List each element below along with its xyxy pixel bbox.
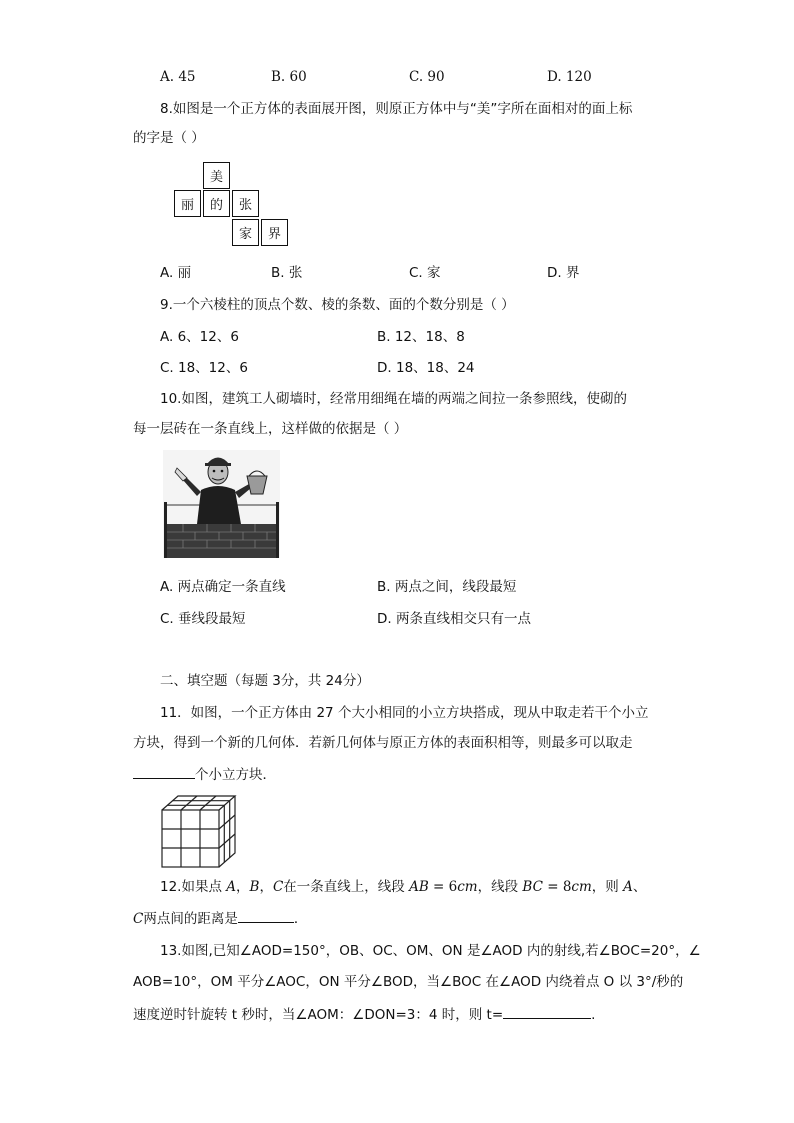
q13-stem-line2: AOB=10°，OM 平分∠AOC，ON 平分∠BOD，当∠BOC 在∠AOD 内绕着点 O 以 3°/秒的 <box>133 974 684 990</box>
q13-line3-text: 速度逆时针旋转 t 秒时，当∠AOM：∠DON=3：4 时，则 t= <box>133 1007 504 1023</box>
q10-option-c: C. 垂线段最短 <box>160 611 246 627</box>
net-cell-de: 的 <box>203 190 230 217</box>
q13-stem-line1: 13.如图,已知∠AOD=150°，OB、OC、OM、ON 是∠AOD 内的射线,若∠BOC=20°，∠ <box>160 943 701 959</box>
net-cell-mei: 美 <box>203 162 230 189</box>
q12-text-5: 两点间的距离是 <box>143 911 238 927</box>
section2-title: 二、填空题（每题 3分，共 24分） <box>160 673 370 689</box>
q12-eq-2: = 8 <box>542 879 572 895</box>
q8-option-c: C. 家 <box>409 265 441 281</box>
q12-point-c: C <box>272 879 284 895</box>
q12-stem-line1 <box>160 878 646 896</box>
q9-option-c: C. 18、12、6 <box>160 360 248 376</box>
net-cell-zhang: 张 <box>232 190 259 217</box>
q12-stem-line2 <box>133 908 307 928</box>
q12-text-1: 12.如果点 <box>160 879 227 895</box>
q12-segment-bc: BC <box>522 879 543 895</box>
q12-text-2: 在一条直线上，线段 <box>283 879 410 895</box>
net-cell-li: 丽 <box>174 190 201 217</box>
q12-unit-1: cm <box>457 879 478 895</box>
q8-option-a: A. 丽 <box>160 265 192 281</box>
bricklayer-image <box>163 450 280 558</box>
q7-option-c: C. 90 <box>409 69 445 85</box>
cube-figure <box>161 795 241 873</box>
q12-end: ． <box>293 911 308 927</box>
q13-answer-blank[interactable] <box>503 1004 591 1019</box>
q10-option-d: D. 两条直线相交只有一点 <box>377 611 531 627</box>
q11-stem-line1: 11．如图，一个正方体由 27 个大小相同的小立方块搭成，现从中取走若干个小立 <box>160 705 649 721</box>
q12-point-c2: C <box>133 911 144 927</box>
q7-option-b: B. 60 <box>271 69 307 85</box>
q10-option-b: B. 两点之间，线段最短 <box>377 579 517 595</box>
q12-point-b: B <box>249 879 260 895</box>
q12-point-a2: A <box>623 879 633 895</box>
net-cell-jie: 界 <box>261 219 288 246</box>
q11-stem-line3 <box>133 764 276 784</box>
q12-unit-2: cm <box>571 879 592 895</box>
q9-option-b: B. 12、18、8 <box>377 329 465 345</box>
q8-option-d: D. 界 <box>547 265 580 281</box>
q12-text-3: ，线段 <box>477 879 523 895</box>
q7-option-a: A. 45 <box>160 69 196 85</box>
q12-point-a: A <box>226 879 237 895</box>
q12-eq-1: = 6 <box>428 879 458 895</box>
q13-end: . <box>591 1007 596 1023</box>
q11-stem-line2: 方块，得到一个新的几何体．若新几何体与原正方体的表面积相等，则最多可以取走 <box>133 735 633 751</box>
q9-option-d: D. 18、18、24 <box>377 360 475 376</box>
q8-stem-line1: 8.如图是一个正方体的表面展开图，则原正方体中与“美”字所在面相对的面上标 <box>160 101 633 117</box>
q11-answer-blank[interactable] <box>133 764 195 779</box>
q11-line3-suffix: 个小立方块． <box>195 767 276 783</box>
q10-option-a: A. 两点确定一条直线 <box>160 579 286 595</box>
rubik-cube-drawing <box>161 795 241 869</box>
q12-sep-2: ， <box>259 879 273 895</box>
q9-option-a: A. 6、12、6 <box>160 329 239 345</box>
q10-stem-line2: 每一层砖在一条直线上，这样做的依据是（ ） <box>133 421 408 437</box>
q13-stem-line3 <box>133 1004 595 1024</box>
q10-stem-line1: 10.如图，建筑工人砌墙时，经常用细绳在墙的两端之间拉一条参照线，使砌的 <box>160 391 627 407</box>
q9-stem: 9.一个六棱柱的顶点个数、棱的条数、面的个数分别是（ ） <box>160 297 515 313</box>
q12-text-4: ，则 <box>591 879 624 895</box>
q8-stem-line2: 的字是（ ） <box>133 130 205 146</box>
q7-option-d: D. 120 <box>547 69 592 85</box>
net-cell-jia: 家 <box>232 219 259 246</box>
q12-tail: 、 <box>632 879 647 895</box>
q12-answer-blank[interactable] <box>238 908 294 923</box>
q12-sep-1: ， <box>236 879 250 895</box>
q8-option-b: B. 张 <box>271 265 303 281</box>
bricklayer-illustration <box>163 450 280 558</box>
q12-segment-ab: AB <box>409 879 429 895</box>
